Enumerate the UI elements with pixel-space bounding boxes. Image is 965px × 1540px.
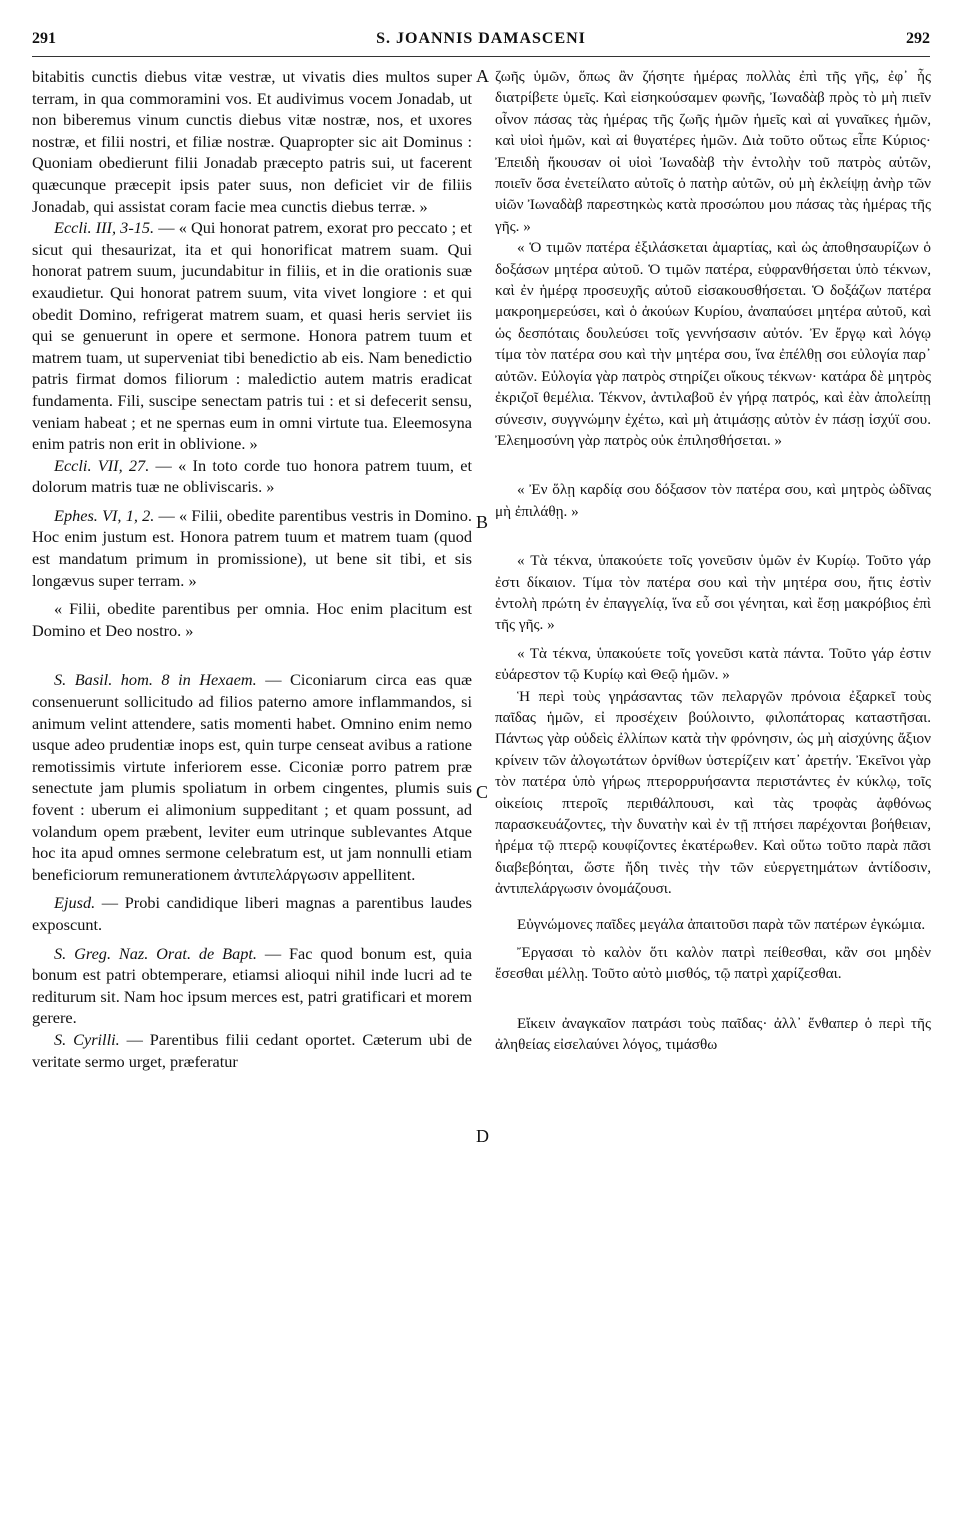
latin-text: — Parentibus filii cedant oportet. Cæterum ubi de veritate sermo urget, præferatur: [32, 1029, 472, 1071]
section-marker-b: B: [476, 512, 489, 532]
latin-paragraph: [32, 943, 472, 1029]
greek-paragraph: « Τὰ τέκνα, ὑπακούετε τοῖς γονεῦσιν ὑμῶν ἐν Κυρίῳ. Τοῦτο γάρ ἐστι δίκαιον. Τίμα τὸν πατέρα σου καὶ τὴν μητέρα σου, ἥτις ἐστὶν ἐντολὴ πρώτη ἐν ἐπαγγελίᾳ, ἵνα εὖ σοι γένηται, καὶ ἔσῃ μακρόβιος ἐπὶ τῆς γῆς. »: [495, 552, 931, 634]
greek-paragraph: Εἴκειν ἀναγκαῖον πατράσι τοὺς παῖδας· ἀλλ᾽ ἔνθαπερ ὁ περὶ τῆς ἀληθείας εἰσελαύνει λόγος, τιμάσθω: [495, 1014, 931, 1054]
greek-paragraph: Ἡ περὶ τοὺς γηράσαντας τῶν πελαργῶν πρόνοια ἐξαρκεῖ τοὺς παῖδας ἡμῶν, εἰ προσέχειν βούλοιντο, φιλοπάτορας καταστῆσαι. Πάντως γὰρ οὐδεὶς ἐλλίπων κατὰ τὴν φρόνησιν, ὡς μὴ αἰσχύνης ἄξιον κρίνειν τῶν ἀλογωτάτων ὀρνίθων ὑστερίζειν κατ᾽ ἀρετήν. Ἐκεῖνοι γὰρ τὸν πατέρα ὑπὸ γήρως πτερορρυήσαντα περιστάντες ἐν κύκλῳ, τοῖς οἰκείοις πτεροῖς περιθάλπουσι, καὶ τὰς τροφὰς ἀφθόνως παρασκευάζοντες, τὴν δυνατὴν καὶ ἐν τῇ πτήσει παρέχονται βοήθειαν, ἠρέμα τῷ πτερῷ κουφίζοντες ἑκατέρωθεν. Καὶ οὕτω τοῦτο παρὰ πᾶσι διαβεβόηται, ὥστε ἤδη τινὲς τὴν τῶν εὐεργετημάτων ἀντίδοσιν, ἀντιπελάργωσιν ὀνομάζουσι.: [495, 687, 931, 898]
latin-column: [32, 66, 472, 1072]
latin-text: — « Qui honorat patrem, exorat pro peccato ; et sicut qui thesaurizat, ita et qui honorificat matrem suam. Qui honorat patrem suum, jucundabitur in filiis, et in die orationis suæ exaudietur. Qui honorat patrem suum, vita vivet longiore : et qui obedit Domino, refrigerat matrem suam, et quasi heris serviet iis qui se genuerunt in opere et sermone. Honora patrem tuum et matrem tuam, ut superveniat tibi benedictio ab eis. Nam benedictio patris firmat domos filiorum : maledictio autem matris eradicat fundamenta. Fili, suscipe senectam patris tui : et si defecerit sensu, veniam habeat ; et ne spernas eum in omni virtute tua. Eleemosyna enim patris non erit in oblivione. »: [32, 218, 472, 454]
latin-text: « Filii, obedite parentibus per omnia. Hoc enim placitum est Domino et Deo nostro. »: [32, 599, 472, 640]
latin-paragraph: [32, 66, 472, 217]
greek-paragraph: ζωῆς ὑμῶν, ὅπως ἂν ζήσητε ἡμέρας πολλὰς ἐπὶ τῆς γῆς, ἐφ᾽ ἧς διατρίβετε ὑμεῖς. Καὶ εἰσηκούσαμεν φωνῆς, Ἰωναδὰβ πρὸς τὸ μὴ πιεῖν οἶνον πάσας τὰς ἡμέρας τῆς ζωῆς ἡμῶν ἡμεῖς καὶ αἱ γυναῖκες ἡμῶν, καὶ υἱοὶ ἡμῶν, καὶ αἱ θυγατέρες ἡμῶν. Διὰ τοῦτο οὕτως εἶπε Κύριος· Ἐπειδὴ ἤκουσαν οἱ υἱοὶ Ἰωναδὰβ τὴν ἐντολὴν τοῦ πατρὸς αὐτῶν, ποιεῖν ὅσα ἐνετείλατο αὐτοῖς ὁ πατὴρ αὐτῶν, οὐ μὴ ἐκλείψῃ ἀνὴρ τῶν υἱῶν Ἰωναδὰβ παρεστηκὼς κατὰ προσώπου μου πάσας τὰς ἡμέρας τῆς γῆς. »: [495, 68, 931, 235]
source-citation: Eccli. VII, 27.: [54, 455, 150, 475]
greek-column: [495, 66, 931, 1056]
latin-paragraph: [32, 598, 472, 641]
running-title: S. JOANNIS DAMASCENI: [376, 30, 586, 47]
greek-paragraph: Ἔργασαι τὸ καλὸν ὅτι καλὸν πατρὶ πείθεσθαι, κἂν σοι μηδὲν ἔσεσθαι μέλλῃ. Τοῦτο αὐτὸ μισθός, τῷ πατρὶ χαρίζεσθαι.: [495, 944, 931, 983]
latin-paragraph: [32, 1029, 472, 1072]
source-citation: S. Basil. hom. 8 in Hexaem.: [54, 670, 257, 690]
latin-paragraph: [32, 455, 472, 498]
source-citation: S. Greg. Naz. Orat. de Bapt.: [54, 943, 257, 963]
greek-paragraph: « Τὰ τέκνα, ὑπακούετε τοῖς γονεῦσι κατὰ πάντα. Τοῦτο γάρ ἐστιν εὐάρεστον τῷ Κυρίῳ καὶ Θεῷ ἡμῶν. »: [495, 644, 931, 684]
section-marker-c: C: [476, 782, 489, 802]
section-marker-d: D: [476, 1126, 489, 1146]
source-citation: Eccli. III, 3-15.: [54, 218, 155, 238]
latin-text: — Fac quod bonum est, quia bonum est patri obtemperare, etiamsi alioqui nihil inde lucri ad te rediturum sit. Nam hoc ipsum merces est, patri gratificari et morem gerere.: [32, 943, 472, 1028]
greek-paragraph: « Ὁ τιμῶν πατέρα ἐξιλάσκεται ἁμαρτίας, καὶ ὡς ἀποθησαυρίζων ὁ δοξάσων μητέρα αὐτοῦ. Ὁ τιμῶν πατέρα, εὐφρανθήσεται ὑπὸ τέκνων, καὶ ἐν ἡμέρᾳ προσευχῆς αὐτοῦ εἰσακουσθήσεται. Ὁ δοξάζων πατέρα μακροημερεύσει, καὶ ὁ ἀκούων Κυρίου, ἀναπαύσει μητέρα αὐτοῦ, καὶ ὡς δεσπόταις δουλεύσει τοῖς γεννήσασιν αὐτόν. Ἐν ἔργῳ καὶ λόγῳ τίμα τὸν πατέρα σου καὶ τὴν μητέρα σου, ἵνα ἐπέλθῃ σοι εὐλογία παρ᾽ αὐτῶν. Εὐλογία γὰρ πατρὸς στηρίζει οἴκους τέκνων· κατάρα δὲ μητρὸς ἐκριζοῖ θεμέλια. Τέκνον, ἀντιλαβοῦ ἐν γήρᾳ πατρός, καὶ ἐὰν ἀπολείπῃ σύνεσιν, συγγνώμην ἐχέτω, καὶ μὴ ἀτιμάσῃς αὐτὸν ἐν πάσῃ ἰσχύϊ σου. Ἐλεημοσύνη γὰρ πατρὸς οὐκ ἐπιλησθήσεται. »: [495, 239, 931, 449]
latin-text: bitabitis cunctis diebus vitæ vestræ, ut vivatis dies multos super terram, in qua commoramini vos. Et audivimus vocem Jonadab, ut non biberemus vinum cunctis diebus vitæ nostræ, nos, et uxores nostræ, et filii nostri, et filiæ nostræ. Quapropter sic ait Dominus : Quoniam obedierunt filii Jonadab præcepto patris sui, ut facerent quæcunque præcepit ipsis pater suus, non deficiet vir de filiis Jonadab, qui assistat coram facie mea cunctis diebus terræ. »: [32, 67, 472, 216]
source-citation: Ejusd.: [54, 893, 96, 913]
latin-paragraph: [32, 505, 472, 591]
page-number-right: 292: [906, 30, 930, 47]
greek-paragraph: « Ἐν ὅλῃ καρδίᾳ σου δόξασον τὸν πατέρα σου, καὶ μητρὸς ὠδῖνας μὴ ἐπιλάθῃ. »: [495, 481, 931, 520]
latin-text: — « In toto corde tuo honora patrem tuum, et dolorum matris tuæ ne obliviscaris. »: [32, 455, 472, 497]
header-rule: [32, 56, 930, 57]
section-marker-a: A: [476, 66, 489, 86]
greek-paragraph: Εὐγνώμονες παῖδες μεγάλα ἀπαιτοῦσι παρὰ τῶν πατέρων ἐγκώμια.: [517, 915, 926, 933]
source-citation: S. Cyrilli.: [54, 1029, 120, 1049]
latin-text: — « Filii, obedite parentibus vestris in Domino. Hoc enim justum est. Honora patrem tuum et matrem tuam (quod est mandatum primum in promissione), ut bene sit tibi, et sis longævus super terram. »: [32, 505, 472, 590]
latin-paragraph: [32, 892, 472, 935]
page-number-left: 291: [32, 30, 56, 47]
page-header: [32, 30, 930, 54]
latin-paragraph: [32, 217, 472, 455]
latin-text: — Probi candidique liberi magnas a parentibus laudes exposcunt.: [32, 893, 472, 934]
latin-text: — Ciconiarum circa eas quæ consenuerunt sollicitudo ad filios paterno amore inflammandos, si animum velint attendere, satis momenti habet. Omnino enim nemo usque adeo prudentiæ inops est, quin turpe censeat avibus a ratione remotissimis virtute inferiorem esse. Ciconiæ porro patrem præ senectute jam plumis spoliatum in orbem cingentes, plumis suis fovent : uberum ei alimonium suppeditant ; et quam possunt, ad volandum opem præbent, leviter eum utrinque sublevantes Atque hoc ita apud omnes sermone celebratum est, ut jam nonnulli etiam beneficiorum remunerationem ἀντιπελάργωσιν appellitent.: [32, 670, 472, 884]
latin-paragraph: [32, 669, 472, 885]
source-citation: Ephes. VI, 1, 2.: [54, 505, 155, 525]
